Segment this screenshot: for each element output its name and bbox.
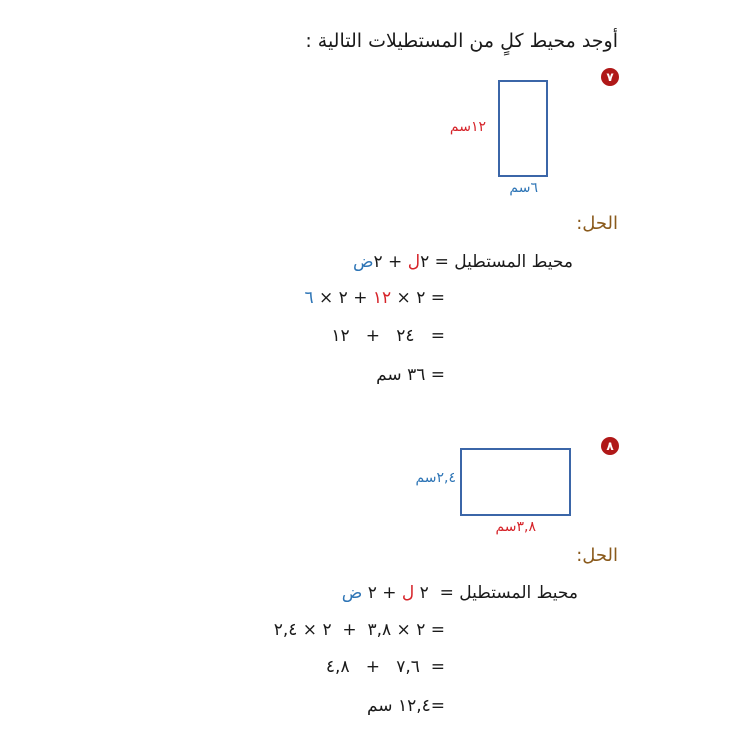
equation-lhs: محيط المستطيل = ٢ bbox=[420, 252, 573, 272]
solution-label: الحل: bbox=[576, 545, 618, 566]
solution-label: الحل: bbox=[576, 213, 618, 234]
equation-line-3 bbox=[331, 326, 445, 346]
equation-term: + ٢ × bbox=[313, 288, 373, 308]
page-title: أوجد محيط كلٍ من المستطيلات التالية : bbox=[305, 30, 618, 52]
width-unit: سم bbox=[509, 180, 531, 196]
rect-width-label bbox=[509, 180, 538, 196]
equation-text: = ٢ × ٣,٨ + ٢ × ٢,٤ bbox=[273, 620, 445, 640]
equation-plus: + ٢ bbox=[373, 252, 408, 272]
equation-term: = ٢ × bbox=[391, 288, 445, 308]
height-value: ١٢ bbox=[470, 119, 486, 135]
rect-width-label bbox=[495, 519, 536, 535]
equation-line-2 bbox=[304, 288, 445, 308]
equation-lhs: محيط المستطيل = ٢ bbox=[414, 583, 578, 603]
height-unit: سم bbox=[415, 470, 437, 486]
rect-height-label bbox=[450, 119, 486, 135]
rectangle-figure bbox=[460, 448, 571, 516]
equation-line-1 bbox=[342, 583, 578, 603]
length-symbol: ل bbox=[401, 583, 415, 603]
equation-line-2 bbox=[274, 620, 445, 640]
height-value: ٢,٤ bbox=[436, 470, 456, 486]
rect-height-label bbox=[415, 470, 456, 486]
width-value: ٣,٨ bbox=[516, 519, 536, 535]
width-symbol: ض bbox=[352, 252, 374, 272]
width-symbol: ض bbox=[341, 583, 363, 603]
width-value: ٦ bbox=[530, 180, 538, 196]
equation-line-1 bbox=[353, 252, 573, 272]
length-symbol: ل bbox=[407, 252, 421, 272]
problem-number-badge: ٨ bbox=[601, 437, 619, 455]
rectangle-figure bbox=[498, 80, 548, 177]
equation-result: = ٣٦ سم bbox=[376, 365, 445, 385]
width-value: ٦ bbox=[304, 288, 314, 308]
width-unit: سم bbox=[495, 519, 517, 535]
length-value: ١٢ bbox=[372, 288, 392, 308]
height-unit: سم bbox=[449, 119, 471, 135]
equation-line-3 bbox=[326, 657, 445, 677]
equation-line-4 bbox=[367, 696, 445, 716]
equation-line-4 bbox=[376, 365, 445, 385]
equation-text: = ٢٤ + ١٢ bbox=[331, 326, 445, 346]
equation-result: =١٢,٤ سم bbox=[366, 696, 445, 716]
equation-text: = ٧,٦ + ٤,٨ bbox=[325, 657, 445, 677]
equation-plus: + ٢ bbox=[362, 583, 402, 603]
problem-number-badge: ٧ bbox=[601, 68, 619, 86]
